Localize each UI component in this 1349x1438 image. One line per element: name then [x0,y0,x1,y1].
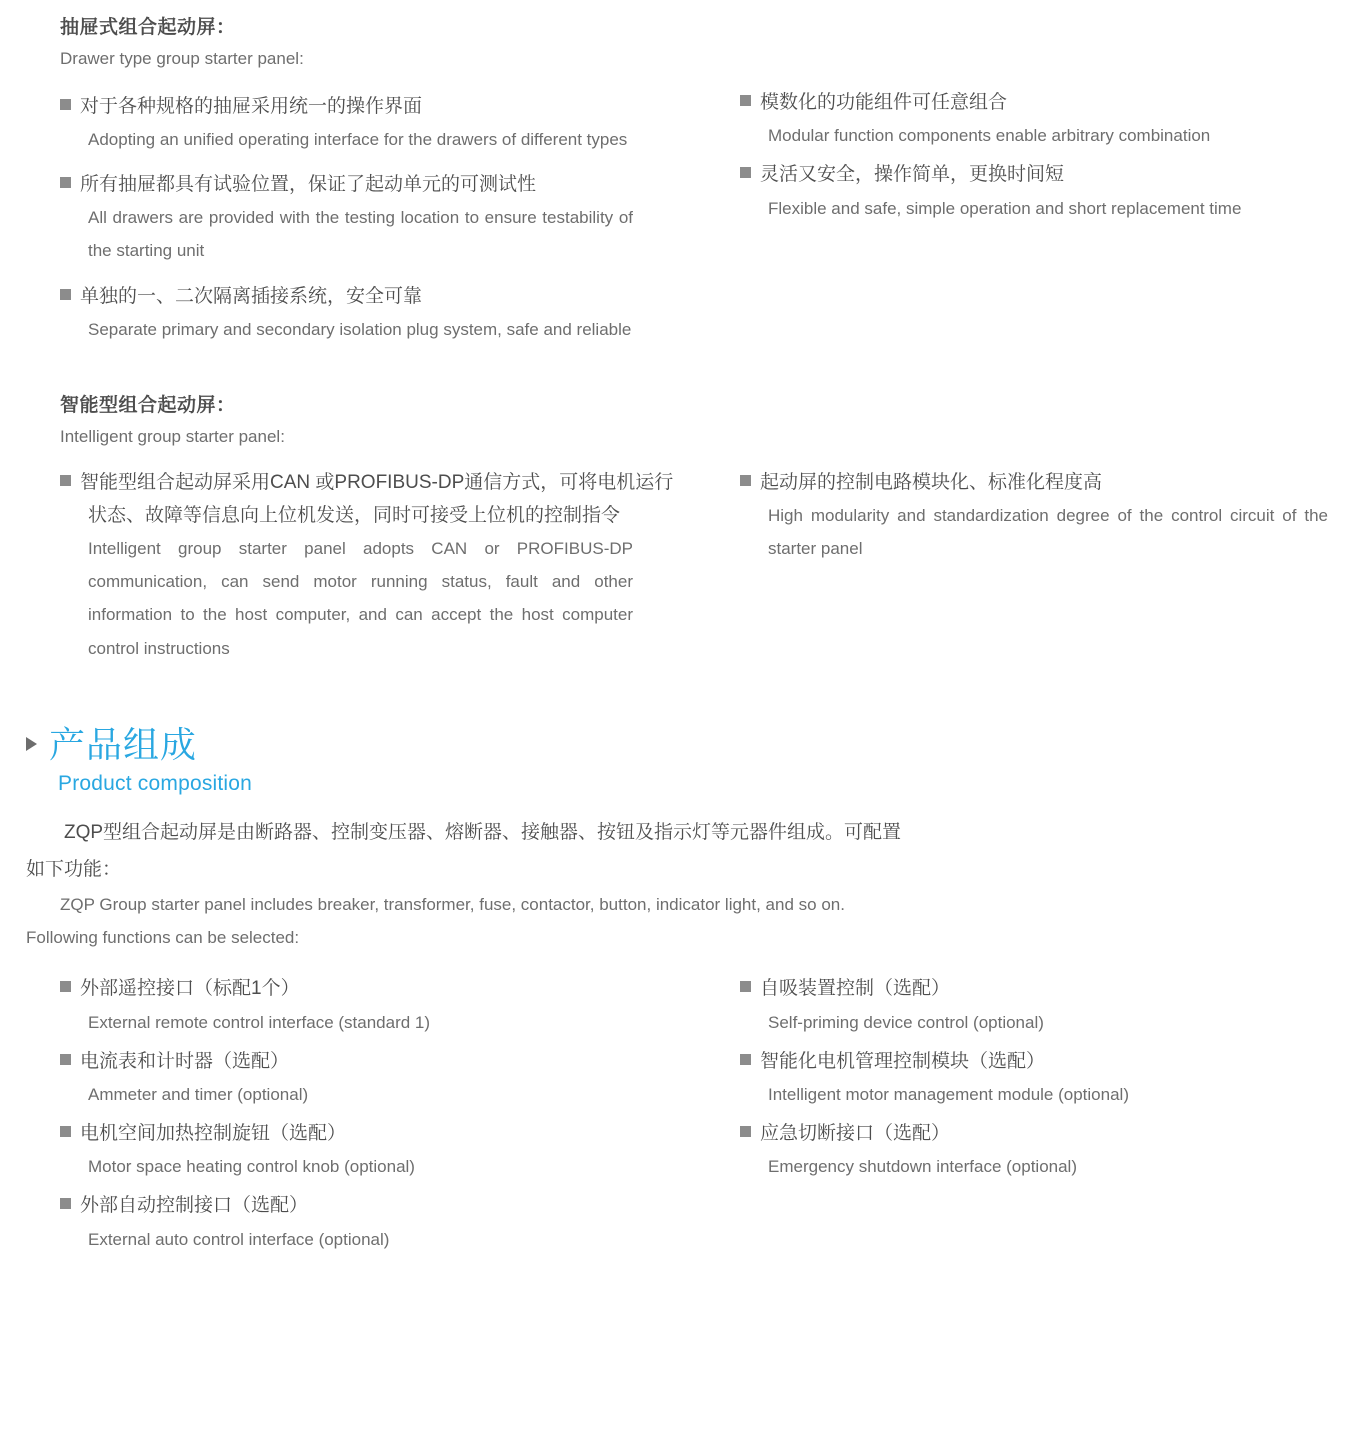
intelligent-right-column [660,392,1328,566]
list-item [60,90,660,156]
list-item [60,972,660,1038]
list-item [740,86,1300,152]
bullet-cn-text: 智能型组合起动屏采用CAN 或PROFIBUS-DP通信方式，可将电机运行状态、故障等信息向上位机发送，同时可接受上位机的控制指令 [60,466,678,533]
bullet-cn-text: 外部遥控接口（标配1个） [60,972,660,1005]
composition-right-column [660,972,1300,1183]
square-bullet-icon [60,1054,71,1065]
drawer-heading-en: Drawer type group starter panel: [60,48,304,68]
composition-paragraph-en: ZQP Group starter panel includes breaker, transformer, fuse, contactor, button, indicator light, and so on. Following functions can be selected: [26,895,845,948]
list-item [740,1045,1300,1111]
drawer-left-column [0,14,660,346]
bullet-cn-text: 电机空间加热控制旋钮（选配） [60,1117,660,1150]
square-bullet-icon [60,475,71,486]
drawer-heading-cn: 抽屉式组合起动屏： [60,17,236,38]
composition-title-row [26,723,1349,766]
square-bullet-icon [740,475,751,486]
bullet-en-text: Separate primary and secondary isolation plug system, safe and reliable [88,319,632,339]
bullet-en-text: Adopting an unified operating interface for the drawers of different types [88,129,628,149]
bullet-cn-text: 对于各种规格的抽屉采用统一的操作界面 [60,90,660,123]
page-subtitle: Product composition [58,771,253,795]
composition-paragraph-cn: ZQP型组合起动屏是由断路器、控制变压器、熔断器、接触器、按钮及指示灯等元器件组成。可配置如下功能： [26,821,902,880]
bullet-cn-text: 应急切断接口（选配） [740,1117,1300,1150]
drawer-columns [0,14,1349,346]
bullet-en-text: Modular function components enable arbitrary combination [768,126,1211,146]
square-bullet-icon [60,289,71,300]
bullet-cn-text: 所有抽屉都具有试验位置，保证了起动单元的可测试性 [0,168,660,201]
intelligent-heading-en: Intelligent group starter panel: [60,426,285,446]
intelligent-columns [0,392,1349,665]
intelligent-heading-cn: 智能型组合起动屏： [60,395,236,416]
bullet-en-text: External auto control interface (optional) [88,1229,390,1249]
square-bullet-icon [740,1054,751,1065]
bullet-cn-text: 起动屏的控制电路模块化、标准化程度高 [740,466,1300,499]
list-item [60,168,660,268]
bullet-en-text: External remote control interface (standard 1) [88,1012,431,1032]
bullet-cn-text: 模数化的功能组件可任意组合 [740,86,1300,119]
list-item [60,1117,660,1183]
section-product-composition [0,723,1349,1256]
bullet-en-text: Motor space heating control knob (optional) [88,1157,415,1177]
bullet-en-text: Ammeter and timer (optional) [88,1084,309,1104]
composition-columns [0,972,1349,1256]
square-bullet-icon [740,95,751,106]
bullet-cn-text: 灵活又安全，操作简单，更换时间短 [740,158,1300,191]
bullet-cn-text: 智能化电机管理控制模块（选配） [740,1045,1300,1078]
bullet-en-text: Intelligent group starter panel adopts CAN or PROFIBUS-DP communication, can send motor running status, fault and other information to the host computer, and can accept the host computer control instructions [88,539,633,658]
bullet-cn-text: 单独的一、二次隔离插接系统，安全可靠 [60,280,660,313]
list-item [60,1189,660,1255]
bullet-cn-text: 外部自动控制接口（选配） [60,1189,660,1222]
bullet-en-text: Self-priming device control (optional) [768,1012,1044,1032]
triangle-bullet-icon [26,737,37,751]
drawer-right-column [660,14,1300,225]
square-bullet-icon [60,99,71,110]
list-item [60,1045,660,1111]
composition-left-column [0,972,660,1256]
section-intelligent-type [0,392,1349,665]
square-bullet-icon [60,1126,71,1137]
list-item [740,1117,1300,1183]
square-bullet-icon [60,177,71,188]
bullet-cn-text: 自吸装置控制（选配） [740,972,1300,1005]
square-bullet-icon [740,981,751,992]
bullet-en-text: All drawers are provided with the testing location to ensure testability of the starting unit [88,208,633,261]
list-item [740,158,1300,224]
list-item [60,466,674,665]
square-bullet-icon [60,1198,71,1209]
bullet-en-text: Flexible and safe, simple operation and short replacement time [768,198,1242,218]
list-item [740,972,1300,1038]
square-bullet-icon [740,167,751,178]
list-item [740,466,1328,566]
bullet-en-text: Emergency shutdown interface (optional) [768,1157,1077,1177]
page-title: 产品组成 [49,723,198,765]
square-bullet-icon [60,981,71,992]
bullet-en-text: Intelligent motor management module (optional) [768,1084,1129,1104]
list-item [60,280,660,346]
bullet-cn-text: 电流表和计时器（选配） [60,1045,660,1078]
square-bullet-icon [740,1126,751,1137]
intelligent-left-column [0,392,674,665]
section-drawer-type [0,0,1349,346]
bullet-en-text: High modularity and standardization degree of the control circuit of the starter panel [768,506,1328,559]
